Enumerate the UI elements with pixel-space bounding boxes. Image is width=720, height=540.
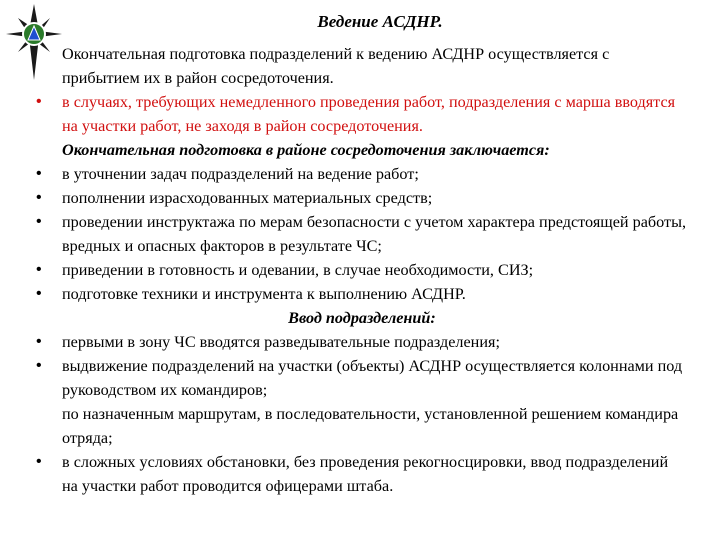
page-title: Ведение АСДНР. <box>317 12 443 31</box>
section-heading-deployment: Ввод подразделений: <box>288 309 436 327</box>
list-item: • выдвижение подразделений на участки (объекты) АСДНР осуществляется колоннами под руководством их командиров; <box>36 354 688 402</box>
list-item: • в сложных условиях обстановки, без проведения рекогносцировки, ввод подразделений на участки работ проводится офицерами штаба. <box>36 450 688 498</box>
section-heading-preparation: Окончательная подготовка в районе сосредоточения заключается: <box>62 141 550 159</box>
list-item: • первыми в зону ЧС вводятся разведывательные подразделения; <box>36 330 688 354</box>
list-item: • пополнении израсходованных материальных средств; <box>36 186 688 210</box>
list-item: по назначенным маршрутам, в последовательности, установленной решением командира отряда; <box>62 405 679 447</box>
intro-text: Окончательная подготовка подразделений к ведению АСДНР осуществляется с прибытием их в район сосредоточения. <box>62 45 610 87</box>
list-item-highlight: • в случаях, требующих немедленного проведения работ, подразделения с марша вводятся на участки работ, не заходя в район сосредоточения. <box>36 90 688 138</box>
list-item: • подготовке техники и инструмента к выполнению АСДНР. <box>36 282 688 306</box>
content-body <box>36 42 688 498</box>
list-item: • проведении инструктажа по мерам безопасности с учетом характера предстоящей работы, вредных и опасных факторов в результате ЧС; <box>36 210 688 258</box>
list-item: • приведении в готовность и одевании, в случае необходимости, СИЗ; <box>36 258 688 282</box>
list-item: • в уточнении задач подразделений на ведение работ; <box>36 162 688 186</box>
